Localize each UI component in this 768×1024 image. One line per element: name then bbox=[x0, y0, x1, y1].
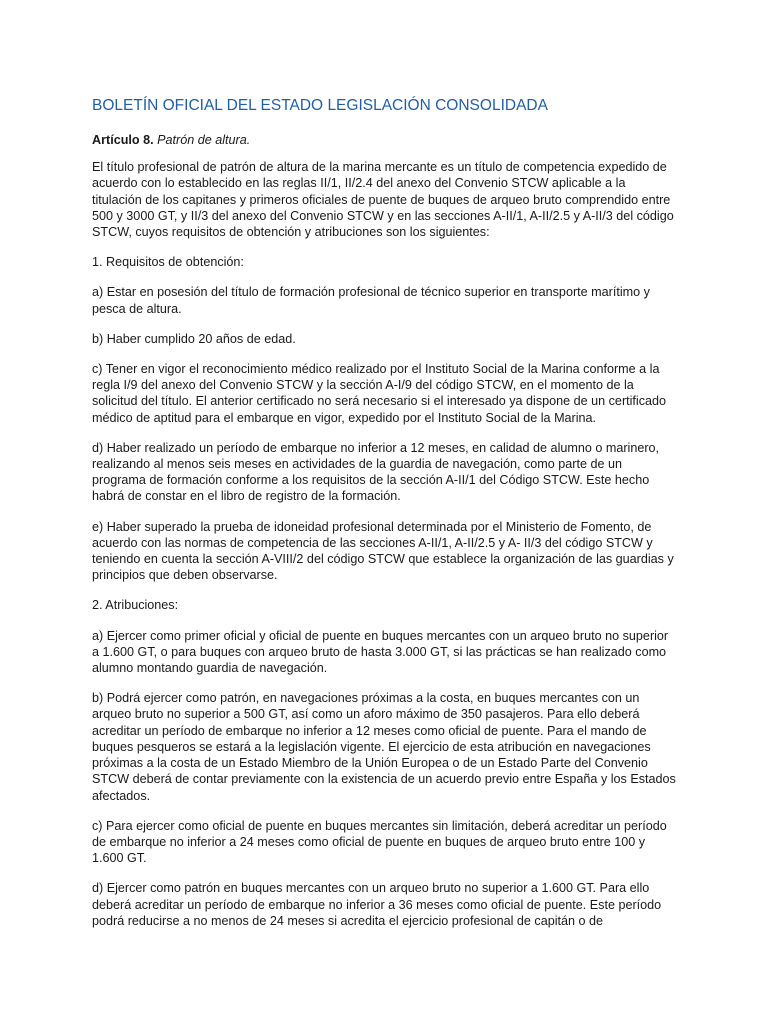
header-title-main: BOLETÍN OFICIAL DEL ESTADO bbox=[92, 97, 324, 114]
header-title-sub: LEGISLACIÓN CONSOLIDADA bbox=[327, 97, 548, 114]
article-title bbox=[92, 132, 678, 148]
document-page bbox=[92, 96, 678, 943]
article-name: Patrón de altura. bbox=[157, 133, 251, 147]
requisito-item-b: b) Haber cumplido 20 años de edad. bbox=[92, 331, 296, 346]
atribucion-item-c: c) Para ejercer como oficial de puente en buques mercantes sin limitación, deberá acreditar un período de embarque no inferior a 24 meses como oficial de puente en buques de arqueo bruto entre 100 y 1.600 GT. bbox=[92, 818, 667, 866]
atribuciones-heading: 2. Atribuciones: bbox=[92, 598, 179, 613]
atribucion-item-a: a) Ejercer como primer oficial y oficial de puente en buques mercantes con un arqueo bruto no superior a 1.600 GT, o para buques con arqueo bruto de hasta 3.000 GT, si las prácticas se han realizado como alumno montando guardia de navegación. bbox=[92, 628, 669, 676]
atribucion-item-b: b) Podrá ejercer como patrón, en navegaciones próximas a la costa, en buques mercantes con un arqueo bruto no superior a 500 GT, así como un aforo máximo de 350 pasajeros. Para ello deberá acreditar un período de embarque no inferior a 12 meses como oficial de puente. Para el mando de buques pesqueros se estará a la legislación vigente. El ejercicio de esta atribución en navegaciones próximas a la costa de un Estado Miembro de la Unión Europea o de un Estado Parte del Convenio STCW deberá de contar previamente con la existencia de un acuerdo previo entre España y los Estados afectados. bbox=[92, 691, 676, 803]
atribucion-item-d: d) Ejercer como patrón en buques mercantes con un arqueo bruto no superior a 1.600 GT. Para ello deberá acreditar un período de embarque no inferior a 36 meses como oficial de puente. Este período podrá reducirse a no menos de 24 meses si acredita el ejercicio profesional de capitán o de bbox=[92, 881, 662, 928]
requisito-item-a: a) Estar en posesión del título de formación profesional de técnico superior en transporte marítimo y pesca de altura. bbox=[92, 285, 650, 316]
article-number: Artículo 8. bbox=[92, 133, 154, 147]
requisitos-heading: 1. Requisitos de obtención: bbox=[92, 255, 244, 270]
requisito-item-c: c) Tener en vigor el reconocimiento médico realizado por el Instituto Social de la Marina conforme a la regla I/9 del anexo del Convenio STCW y la sección A-I/9 del código STCW, en el momento de la solicitud del título. El anterior certificado no será necesario si el interesado ya dispone de un certificado médico de aptitud para el embarque en vigor, expedido por el Instituto Social de la Marina. bbox=[92, 362, 667, 425]
intro-paragraph: El título profesional de patrón de altura de la marina mercante es un título de competencia expedido de acuerdo con lo establecido en las reglas II/1, II/2.4 del anexo del Convenio STCW aplicable a la titulación de los capitanes y primeros oficiales de puente de buques de arqueo bruto comprendido entre 500 y 3000 GT, y II/3 del anexo del Convenio STCW y en las secciones A-II/1, A-II/2.5 y A-II/3 del código STCW, cuyos requisitos de obtención y atribuciones son los siguientes: bbox=[92, 160, 674, 240]
requisito-item-e: e) Haber superado la prueba de idoneidad profesional determinada por el Ministerio de Fomento, de acuerdo con las normas de competencia de las secciones A-II/1, A-II/2.5 y A- II/3 del código STCW y teniendo en cuenta la sección A-VIII/2 del código STCW que establece la organización de las guardias y principios que deben observarse. bbox=[92, 519, 674, 583]
document-header bbox=[92, 96, 678, 116]
requisito-item-d: d) Haber realizado un período de embarque no inferior a 12 meses, en calidad de alumno o marinero, realizando al menos seis meses en actividades de la guardia de navegación, como parte de un programa de formación conforme a los requisitos de la sección A-II/1 del Código STCW. Este hecho habrá de constar en el libro de registro de la formación. bbox=[92, 440, 660, 504]
